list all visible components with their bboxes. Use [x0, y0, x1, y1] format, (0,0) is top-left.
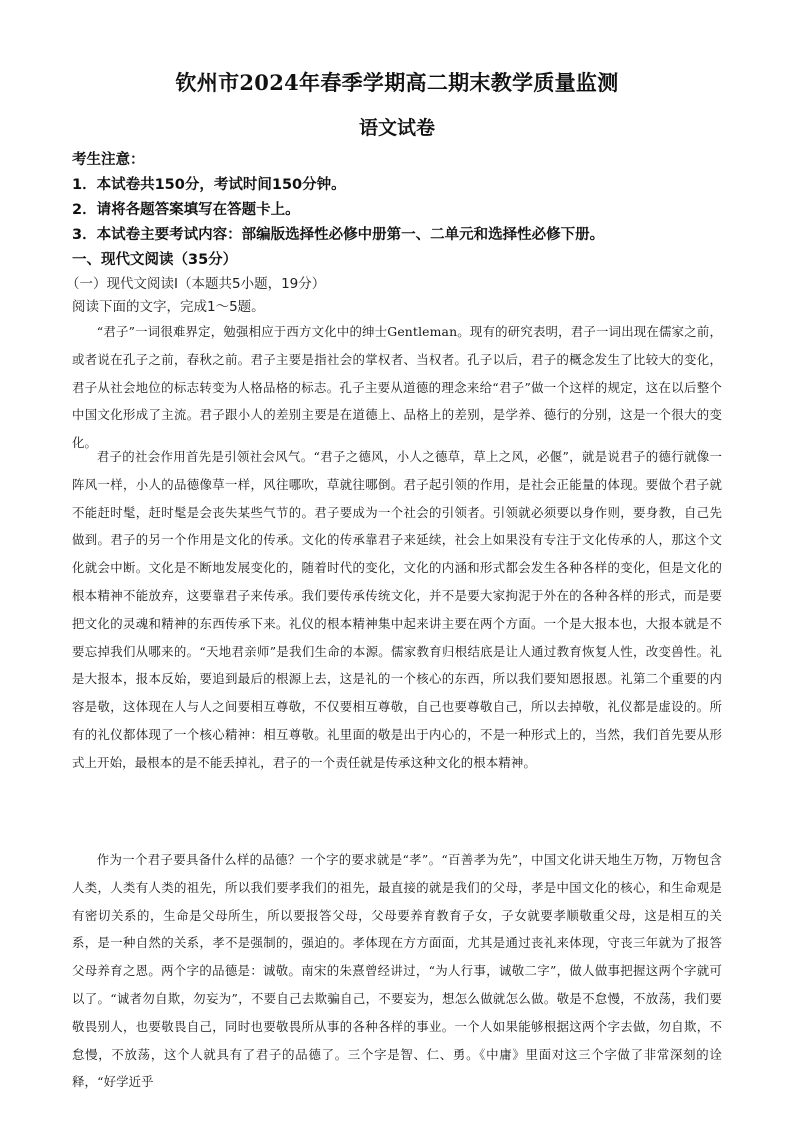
- passage-paragraph: “君子”一词很难界定，勉强相应于西方文化中的绅士Gentleman。现有的研究表明，君子一词出现在儒家之前，或者说在孔子之前，春秋之前。君子主要是指社会的掌权者、当权者。孔子以后，君子的概念发生了比较大的变化，君子从社会地位的标志转变为人格品格的标志。孔子主要从道德的理念来给“君子”做一个这样的规定，这在以后整个中国文化形成了主流。君子跟小人的差别主要是在道德上、品格上的差别，是学养、德行的分别，这是一个很大的变化。: [72, 324, 722, 451]
- notice-item-2: 2．请将各题答案填写在答题卡上。: [72, 202, 300, 218]
- passage-paragraph: 作为一个君子要具备什么样的品德？一个字的要求就是“孝”。“百善孝为先”，中国文化讲天地生万物，万物包含人类，人类有人类的祖先，所以我们要孝我们的祖先，最直接的就是我们的父母，孝是中国文化的核心，和生命观是有密切关系的，生命是父母所生，所以要报答父母，父母要养育教育子女，子女就要孝顺敬重父母，这是相互的关系，是一种自然的关系，孝不是强制的，强迫的。孝体现在方方面面，尤其是通过丧礼来体现，守丧三年就为了报答父母养育之恩。两个字的品德是：诚敬。南宋的朱熹曾经讲过，“为人行事，诚敬二字”，做人做事把握这两个字就可以了。“诚者勿自欺，勿妄为”，不要自己去欺骗自己，不要妄为，想怎么做就怎么做。敬是不怠慢，不放荡，我们要敬畏别人，也要敬畏自己，同时也要敬畏所从事的各种各样的事业。一个人如果能够根据这两个字去做，勿自欺，不怠慢，不放荡，这个人就具有了君子的品德了。三个字是智、仁、勇。《中庸》里面对这三个字做了非常深刻的诠释，“好学近乎: [72, 852, 722, 1090]
- reading-instruction: 阅读下面的文字，完成1～5题。: [72, 299, 265, 315]
- exam-title: 钦州市2024年春季学期高二期末教学质量监测: [175, 70, 619, 95]
- notice-item-1: 1．本试卷共150分，考试时间150分钟。: [72, 177, 346, 193]
- section-subheading: （一）现代文阅读Ⅰ（本题共5小题，19分）: [66, 276, 326, 292]
- notice-item-3: 3．本试卷主要考试内容：部编版选择性必修中册第一、二单元和选择性必修下册。: [72, 227, 605, 243]
- passage-paragraph: 君子的社会作用首先是引领社会风气。“君子之德风，小人之德草，草上之风，必偃”，就是说君子的德行就像一阵风一样，小人的品德像草一样，风往哪吹，草就往哪倒。君子起引领的作用，是社会正能量的体现。要做个君子就不能赶时髦，赶时髦是会丧失某些气节的。君子要成为一个社会的引领者。引领就必须要以身作则，要身教，自己先做到。君子的另一个作用是文化的传承。文化的传承靠君子来延续，社会上如果没有专注于文化传承的人，那这个文化就会中断。文化是不断地发展变化的，随着时代的变化，文化的内涵和形式都会发生各种各样的变化，但是文化的根本精神不能放弃，这要靠君子来传承。我们要传承传统文化，并不是要大家拘泥于外在的各种各样的形式，而是要把文化的灵魂和精神的东西传承下来。礼仪的根本精神集中起来讲主要在两个方面。一个是大报本也，大报本就是不要忘掉我们从哪来的。“天地君亲师”是我们生命的本源。儒家教育归根结底是让人通过教育恢复人性，改变兽性。礼是大报本，报本反始，要追到最后的根源上去，这是礼的一个核心的东西，所以我们要知恩报恩。礼第二个重要的内容是敬，这体现在人与人之间要相互尊敬，不仅要相互尊敬，自己也要尊敬自己，所以去掉敬，礼仪都是虚设的。所有的礼仪都体现了一个核心精神：相互尊敬。礼里面的敬是出于内心的，不是一种形式上的，当然，我们首先要从形式上开始，最根本的是不能丢掉礼，君子的一个责任就是传承这种文化的根本精神。: [72, 449, 722, 770]
- section-heading: 一、现代文阅读（35分）: [72, 252, 238, 268]
- notice-heading: 考生注意：: [72, 152, 145, 168]
- exam-subtitle: 语文试卷: [358, 117, 435, 139]
